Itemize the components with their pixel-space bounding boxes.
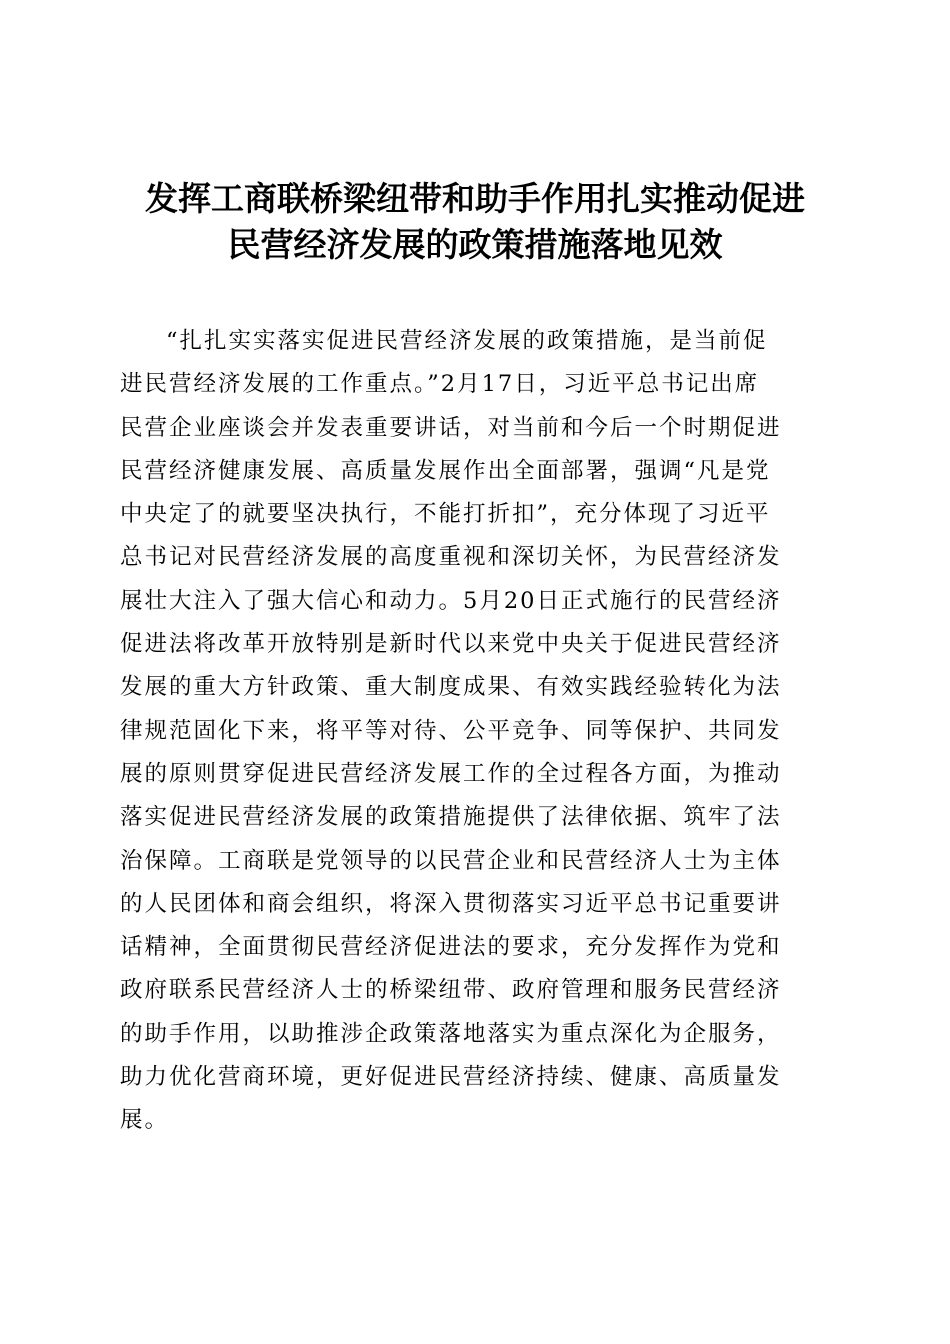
document-title — [100, 176, 850, 268]
body-line: 民营经济健康发展、高质量发展作出全面部署，强调“凡是党 — [120, 457, 771, 484]
body-line: 律规范固化下来，将平等对待、公平竞争、同等保护、共同发 — [120, 717, 782, 744]
body-line: 助力优化营商环境，更好促进民营经济持续、健康、高质量发 — [120, 1064, 782, 1091]
body-line: 发展的重大方针政策、重大制度成果、有效实践经验转化为法 — [120, 674, 782, 701]
body-line: 进民营经济发展的工作重点。”2月17日，习近平总书记出席 — [120, 371, 760, 398]
body-line: 民营企业座谈会并发表重要讲话，对当前和今后一个时期促进 — [120, 414, 782, 441]
body-line: 治保障。工商联是党领导的以民营企业和民营经济人士为主体 — [120, 847, 782, 874]
body-line: 话精神，全面贯彻民营经济促进法的要求，充分发挥作为党和 — [120, 934, 782, 961]
body-line: “扎扎实实落实促进民营经济发展的政策措施，是当前促 — [166, 328, 768, 354]
body-line: 落实促进民营经济发展的政策措施提供了法律依据、筑牢了法 — [120, 804, 782, 831]
title-line-2: 民营经济发展的政策措施落地见效 — [227, 225, 723, 264]
body-line: 中央定了的就要坚决执行，不能打折扣”，充分体现了习近平 — [120, 501, 771, 528]
body-line: 展。 — [120, 1107, 170, 1134]
body-line: 展的原则贯穿促进民营经济发展工作的全过程各方面，为推动 — [120, 760, 782, 787]
body-line: 展壮大注入了强大信心和动力。5月20日正式施行的民营经济 — [120, 587, 782, 614]
body-line: 的人民团体和商会组织，将深入贯彻落实习近平总书记重要讲 — [120, 890, 782, 917]
body-line: 政府联系民营经济人士的桥梁纽带、政府管理和服务民营经济 — [120, 977, 782, 1004]
body-line: 促进法将改革开放特别是新时代以来党中央关于促进民营经济 — [120, 631, 782, 658]
body-line: 的助手作用，以助推涉企政策落地落实为重点深化为企服务， — [120, 1020, 782, 1047]
document-body — [120, 320, 822, 1143]
title-line-1: 发挥工商联桥梁纽带和助手作用扎实推动促进 — [145, 179, 805, 218]
body-line: 总书记对民营经济发展的高度重视和深切关怀，为民营经济发 — [120, 544, 782, 571]
